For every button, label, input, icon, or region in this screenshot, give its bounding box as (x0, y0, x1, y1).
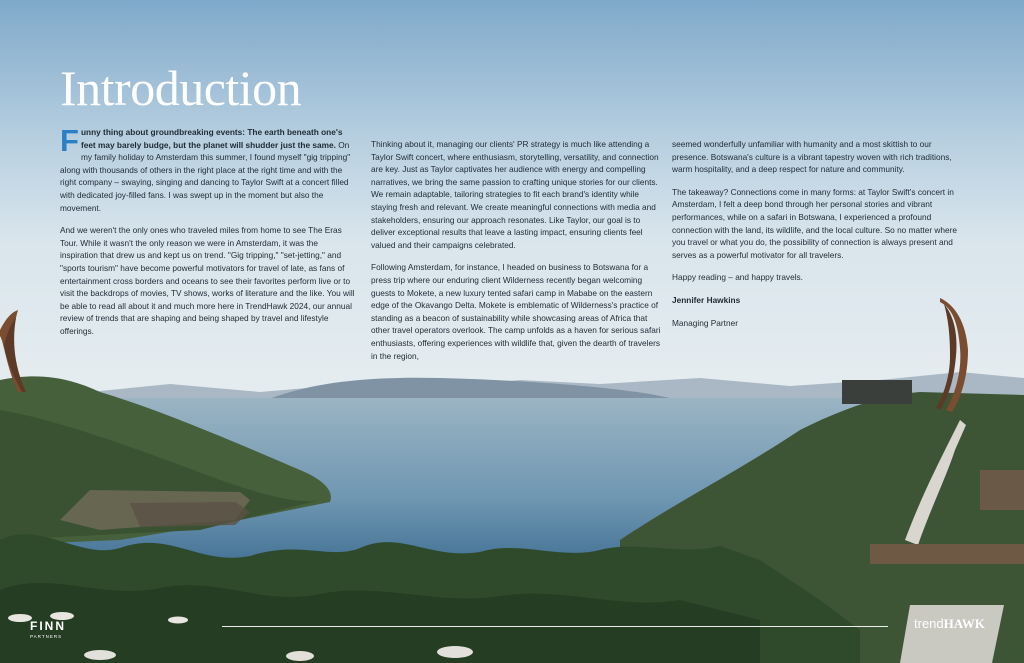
paragraph-text: On my family holiday to Amsterdam this summer, I found myself "gig tripping" along with thousands of others in the right place at the right time and with the right company – swaying, singing and dancing to Taylor Swift at a concert filled with dedicated joy-filled fans. I was swept up in the moment but also the movement. (60, 139, 351, 213)
finn-logo-subtitle: PARTNERS (30, 634, 63, 639)
closing-line: Happy reading – and happy travels. (672, 272, 803, 283)
trendhawk-logo (914, 616, 985, 632)
paragraph-4: Following Amsterdam, for instance, I headed on business to Botswana for a press trip where our enduring client Wilderness recently began welcoming guests to Mokete, a new luxury tented safari camp in Mababe on the eastern edge of the Okavango Delta. Mokete is emblematic of Wilderness's practice of standing as a beacon of sustainability while showcasing areas of Africa that other travel operators overlook. The camp unfolds as a haven for serious safari enthusiasts, offering experiences with wildlife that, given the dearth of travelers in the region, (371, 262, 661, 361)
paragraph-5: seemed wonderfully unfamiliar with humanity and a most skittish to our presence. Botswana's culture is a vibrant tapestry woven with rich traditions, warm hospitality, and a deep respect for nature and community. (672, 139, 952, 175)
drop-cap: F (60, 123, 79, 158)
foreground-trees (0, 534, 860, 663)
lead-sentence: unny thing about groundbreaking events: The earth beneath one's feet may barely budge, but the planet will shudder just the same. (80, 127, 343, 150)
trendhawk-logo-part-b: HAWK (943, 616, 985, 631)
signature-name: Jennifer Hawkins (672, 294, 741, 305)
paragraph-6: The takeaway? Connections come in many forms: at Taylor Swift's concert in Amsterdam, I felt a deep bond through her personal stories and vibrant performances, while on a safari in Botswana, I experienced a profound connection with the land, its wildlife, and the local culture. So no matter where you travel or what you do, the possibility of connection is always present and serves as a powerful motivator for all travelers. (672, 186, 958, 260)
finn-logo: FINN (30, 619, 66, 633)
footer-divider (222, 626, 888, 627)
intro-paragraph (60, 123, 355, 214)
paragraph-2: And we weren't the only ones who traveled miles from home to see The Eras Tour. While it wasn't the only reason we were in Amsterdam, it was the inspiration that drew us and kept us on trend. "Gig tripping," "set-jetting," and "sports tourism" have become powerful motivators for travel of late, as fans of entertainment cross borders and oceans to see their favorites perform live or to visit the backdrops of movies, TV shows, works of literature and the like. You will be able to read all about it and much more here in TrendHawk 2024, our annual review of trends that are shaping and being shaped by travel and lifestyle offerings. (60, 225, 355, 336)
page-title: Introduction (60, 60, 302, 116)
trendhawk-logo-part-a: trend (914, 616, 944, 631)
text-column-1 (60, 123, 355, 348)
paragraph-3: Thinking about it, managing our clients' PR strategy is much like attending a Taylor Swift concert, where enthusiasm, storytelling, versatility, and connection are key. Just as Taylor captivates her audience with energy and compelling narratives, we bring the same passion to crafting unique stories for our clients. We remain adaptable, tailoring strategies to fit each brand's identity while staying fresh and relevant. We create meaningful connections with media and stakeholders, ensuring our approach resonates. Like Taylor, our goal is to deliver exceptional results that leave a lasting impact, ensuring clients feel valued and their campaigns celebrated. (371, 139, 659, 250)
signature-role: Managing Partner (672, 317, 738, 328)
text-column-3 (672, 138, 968, 339)
text-column-2 (371, 138, 661, 372)
